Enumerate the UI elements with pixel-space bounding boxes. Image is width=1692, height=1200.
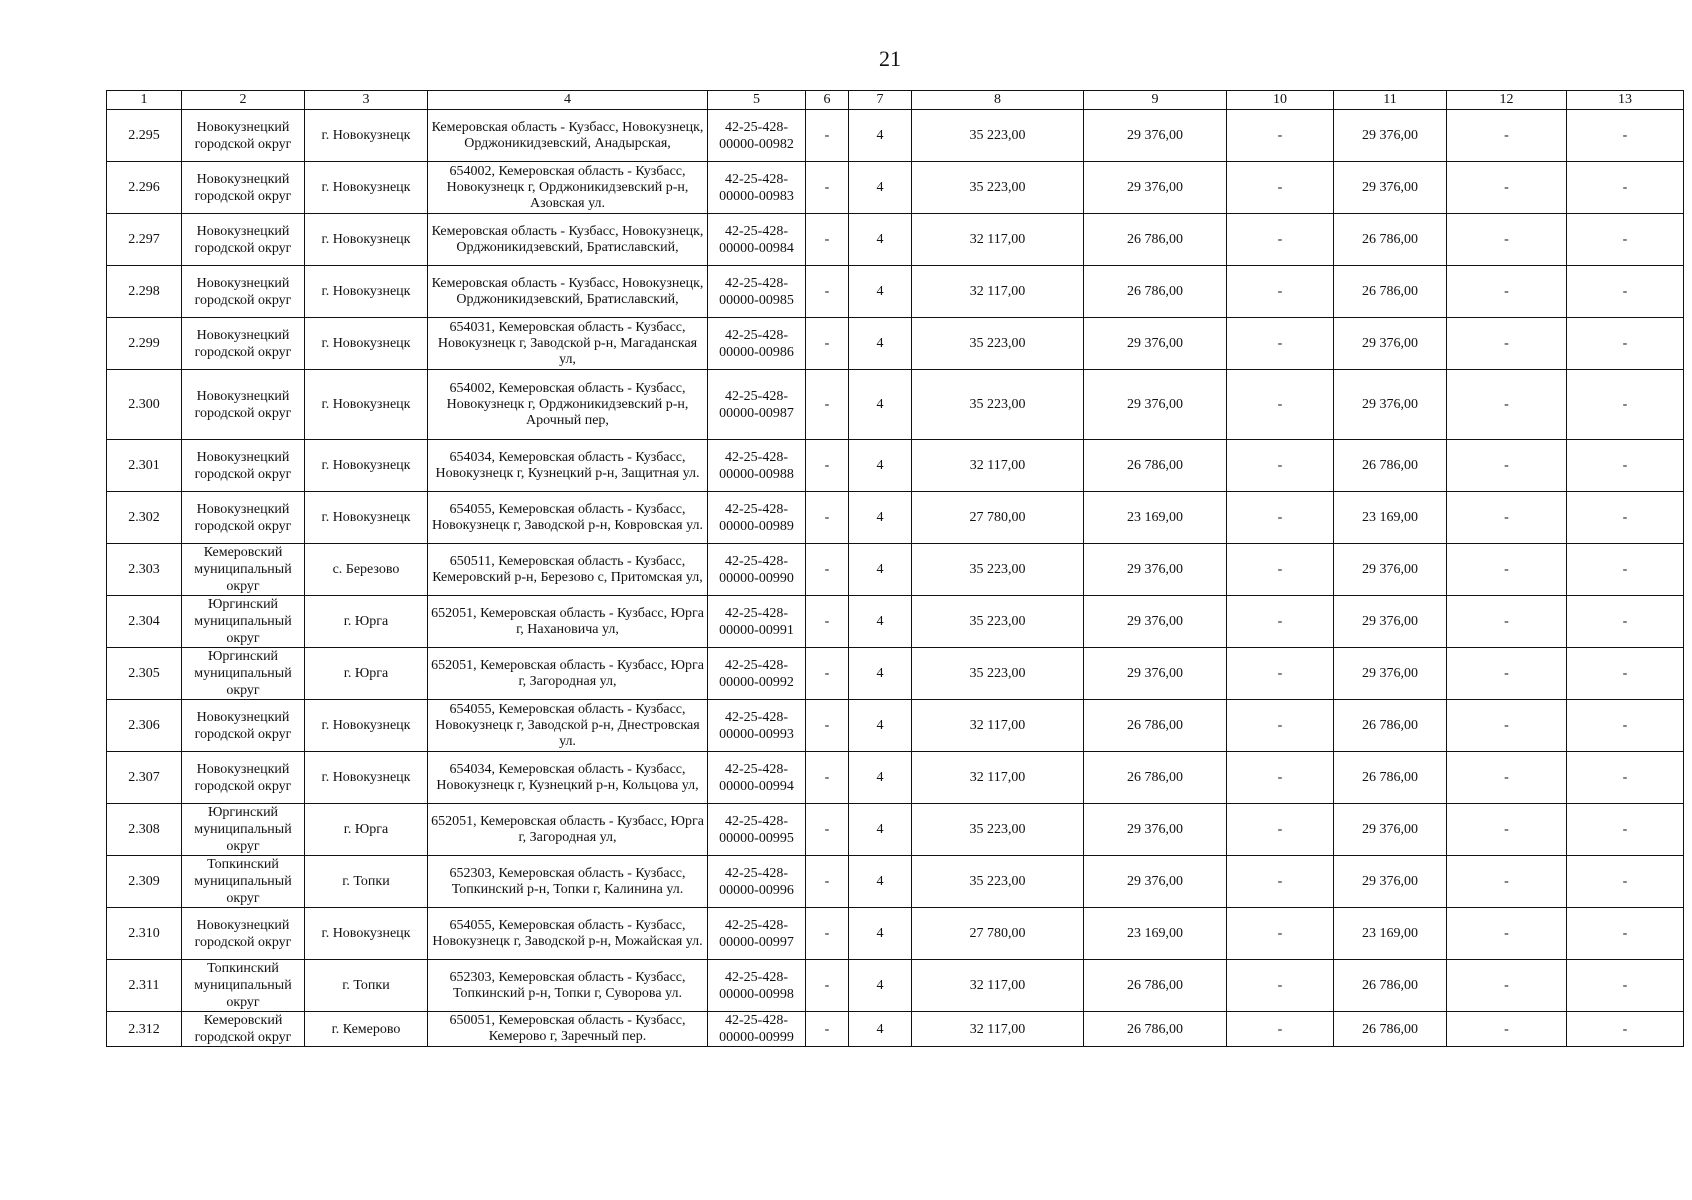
column-header-9: 9 [1084, 91, 1227, 110]
registry-code-cell: 42-25-428-00000-00992 [708, 648, 806, 700]
row-number: 2.308 [107, 804, 182, 856]
column-header-6: 6 [806, 91, 849, 110]
table-row [107, 266, 1684, 318]
col12-cell: - [1447, 960, 1567, 1012]
col10-cell: - [1227, 440, 1334, 492]
table-row [107, 804, 1684, 856]
col10-cell: - [1227, 110, 1334, 162]
district-cell: Юргинский муниципальный округ [182, 648, 305, 700]
col13-cell: - [1567, 544, 1684, 596]
col9-cell: 29 376,00 [1084, 544, 1227, 596]
locality-cell: г. Юрга [305, 648, 428, 700]
address-cell: 652051, Кемеровская область - Кузбасс, Юрга г, Загородная ул, [428, 804, 708, 856]
col12-cell: - [1447, 440, 1567, 492]
col11-cell: 29 376,00 [1334, 370, 1447, 440]
locality-cell: г. Юрга [305, 596, 428, 648]
col9-cell: 29 376,00 [1084, 648, 1227, 700]
district-cell: Новокузнецкий городской округ [182, 752, 305, 804]
col6-cell: - [806, 492, 849, 544]
address-cell: 654031, Кемеровская область - Кузбасс, Новокузнецк г, Заводской р-н, Магаданская ул, [428, 318, 708, 370]
row-number: 2.309 [107, 856, 182, 908]
table-row [107, 492, 1684, 544]
col13-cell: - [1567, 960, 1684, 1012]
column-header-8: 8 [912, 91, 1084, 110]
col13-cell: - [1567, 804, 1684, 856]
col11-cell: 29 376,00 [1334, 856, 1447, 908]
col6-cell: - [806, 648, 849, 700]
col10-cell: - [1227, 214, 1334, 266]
address-cell: Кемеровская область - Кузбасс, Новокузнецк, Орджоникидзевский, Братиславский, [428, 214, 708, 266]
district-cell: Юргинский муниципальный округ [182, 804, 305, 856]
col13-cell: - [1567, 440, 1684, 492]
registry-code-cell: 42-25-428-00000-00996 [708, 856, 806, 908]
address-cell: 650511, Кемеровская область - Кузбасс, Кемеровский р-н, Березово с, Притомская ул, [428, 544, 708, 596]
registry-code-cell: 42-25-428-00000-00990 [708, 544, 806, 596]
locality-cell: г. Новокузнецк [305, 318, 428, 370]
address-cell: 654055, Кемеровская область - Кузбасс, Новокузнецк г, Заводской р-н, Днестровская ул. [428, 700, 708, 752]
col8-cell: 35 223,00 [912, 544, 1084, 596]
col6-cell: - [806, 544, 849, 596]
address-cell: Кемеровская область - Кузбасс, Новокузнецк, Орджоникидзевский, Братиславский, [428, 266, 708, 318]
col12-cell: - [1447, 214, 1567, 266]
col12-cell: - [1447, 700, 1567, 752]
address-cell: 654055, Кемеровская область - Кузбасс, Новокузнецк г, Заводской р-н, Ковровская ул. [428, 492, 708, 544]
district-cell: Новокузнецкий городской округ [182, 318, 305, 370]
col7-cell: 4 [849, 318, 912, 370]
col8-cell: 32 117,00 [912, 700, 1084, 752]
col8-cell: 35 223,00 [912, 648, 1084, 700]
row-number: 2.299 [107, 318, 182, 370]
row-number: 2.310 [107, 908, 182, 960]
col9-cell: 23 169,00 [1084, 908, 1227, 960]
registry-code-cell: 42-25-428-00000-00985 [708, 266, 806, 318]
col9-cell: 29 376,00 [1084, 804, 1227, 856]
col13-cell: - [1567, 162, 1684, 214]
registry-code-cell: 42-25-428-00000-00983 [708, 162, 806, 214]
locality-cell: г. Новокузнецк [305, 370, 428, 440]
col7-cell: 4 [849, 648, 912, 700]
row-number: 2.305 [107, 648, 182, 700]
col10-cell: - [1227, 370, 1334, 440]
col6-cell: - [806, 804, 849, 856]
row-number: 2.301 [107, 440, 182, 492]
row-number: 2.311 [107, 960, 182, 1012]
col7-cell: 4 [849, 492, 912, 544]
table-row [107, 596, 1684, 648]
col8-cell: 27 780,00 [912, 492, 1084, 544]
col13-cell: - [1567, 856, 1684, 908]
col13-cell: - [1567, 1012, 1684, 1047]
col6-cell: - [806, 440, 849, 492]
col7-cell: 4 [849, 700, 912, 752]
col9-cell: 26 786,00 [1084, 960, 1227, 1012]
registry-code-cell: 42-25-428-00000-00993 [708, 700, 806, 752]
address-cell: 652303, Кемеровская область - Кузбасс, Топкинский р-н, Топки г, Суворова ул. [428, 960, 708, 1012]
data-table [106, 90, 1684, 1047]
col7-cell: 4 [849, 110, 912, 162]
col12-cell: - [1447, 856, 1567, 908]
table-row [107, 752, 1684, 804]
column-header-4: 4 [428, 91, 708, 110]
col11-cell: 29 376,00 [1334, 110, 1447, 162]
column-header-2: 2 [182, 91, 305, 110]
col11-cell: 26 786,00 [1334, 214, 1447, 266]
col9-cell: 29 376,00 [1084, 318, 1227, 370]
row-number: 2.306 [107, 700, 182, 752]
column-header-11: 11 [1334, 91, 1447, 110]
row-number: 2.307 [107, 752, 182, 804]
col8-cell: 35 223,00 [912, 110, 1084, 162]
district-cell: Новокузнецкий городской округ [182, 700, 305, 752]
col11-cell: 29 376,00 [1334, 804, 1447, 856]
col8-cell: 32 117,00 [912, 214, 1084, 266]
locality-cell: г. Новокузнецк [305, 700, 428, 752]
col7-cell: 4 [849, 370, 912, 440]
district-cell: Новокузнецкий городской округ [182, 908, 305, 960]
district-cell: Топкинский муниципальный округ [182, 856, 305, 908]
address-cell: 654034, Кемеровская область - Кузбасс, Новокузнецк г, Кузнецкий р-н, Кольцова ул, [428, 752, 708, 804]
col9-cell: 26 786,00 [1084, 266, 1227, 318]
col10-cell: - [1227, 804, 1334, 856]
col12-cell: - [1447, 908, 1567, 960]
col11-cell: 26 786,00 [1334, 960, 1447, 1012]
address-cell: 654034, Кемеровская область - Кузбасс, Новокузнецк г, Кузнецкий р-н, Защитная ул. [428, 440, 708, 492]
col11-cell: 26 786,00 [1334, 700, 1447, 752]
table-body [107, 110, 1684, 1047]
table-row [107, 856, 1684, 908]
col10-cell: - [1227, 960, 1334, 1012]
registry-code-cell: 42-25-428-00000-00995 [708, 804, 806, 856]
column-header-1: 1 [107, 91, 182, 110]
registry-code-cell: 42-25-428-00000-00994 [708, 752, 806, 804]
col9-cell: 26 786,00 [1084, 440, 1227, 492]
row-number: 2.296 [107, 162, 182, 214]
col7-cell: 4 [849, 214, 912, 266]
locality-cell: г. Новокузнецк [305, 162, 428, 214]
column-header-13: 13 [1567, 91, 1684, 110]
locality-cell: г. Новокузнецк [305, 908, 428, 960]
registry-code-cell: 42-25-428-00000-00989 [708, 492, 806, 544]
col12-cell: - [1447, 266, 1567, 318]
district-cell: Кемеровский муниципальный округ [182, 544, 305, 596]
col7-cell: 4 [849, 596, 912, 648]
col13-cell: - [1567, 110, 1684, 162]
row-number: 2.312 [107, 1012, 182, 1047]
col8-cell: 27 780,00 [912, 908, 1084, 960]
table-row [107, 110, 1684, 162]
col6-cell: - [806, 596, 849, 648]
col8-cell: 35 223,00 [912, 804, 1084, 856]
locality-cell: г. Новокузнецк [305, 266, 428, 318]
col9-cell: 26 786,00 [1084, 752, 1227, 804]
col12-cell: - [1447, 804, 1567, 856]
col8-cell: 35 223,00 [912, 856, 1084, 908]
district-cell: Кемеровский городской округ [182, 1012, 305, 1047]
col10-cell: - [1227, 492, 1334, 544]
col12-cell: - [1447, 162, 1567, 214]
page-number: 21 [879, 46, 901, 71]
col9-cell: 26 786,00 [1084, 700, 1227, 752]
col7-cell: 4 [849, 440, 912, 492]
row-number: 2.297 [107, 214, 182, 266]
district-cell: Новокузнецкий городской округ [182, 110, 305, 162]
col9-cell: 29 376,00 [1084, 162, 1227, 214]
col12-cell: - [1447, 648, 1567, 700]
col7-cell: 4 [849, 162, 912, 214]
col6-cell: - [806, 856, 849, 908]
district-cell: Новокузнецкий городской округ [182, 492, 305, 544]
registry-code-cell: 42-25-428-00000-00991 [708, 596, 806, 648]
locality-cell: г. Новокузнецк [305, 214, 428, 266]
locality-cell: г. Новокузнецк [305, 110, 428, 162]
col13-cell: - [1567, 492, 1684, 544]
row-number: 2.300 [107, 370, 182, 440]
col10-cell: - [1227, 752, 1334, 804]
district-cell: Новокузнецкий городской округ [182, 440, 305, 492]
col6-cell: - [806, 266, 849, 318]
col12-cell: - [1447, 1012, 1567, 1047]
col11-cell: 29 376,00 [1334, 648, 1447, 700]
table-row [107, 908, 1684, 960]
table-row [107, 700, 1684, 752]
table-row [107, 960, 1684, 1012]
col6-cell: - [806, 370, 849, 440]
col13-cell: - [1567, 318, 1684, 370]
col10-cell: - [1227, 1012, 1334, 1047]
district-cell: Новокузнецкий городской округ [182, 266, 305, 318]
col11-cell: 29 376,00 [1334, 596, 1447, 648]
col9-cell: 29 376,00 [1084, 856, 1227, 908]
district-cell: Топкинский муниципальный округ [182, 960, 305, 1012]
col9-cell: 26 786,00 [1084, 1012, 1227, 1047]
registry-code-cell: 42-25-428-00000-00986 [708, 318, 806, 370]
col8-cell: 32 117,00 [912, 752, 1084, 804]
col10-cell: - [1227, 266, 1334, 318]
column-header-3: 3 [305, 91, 428, 110]
row-number: 2.295 [107, 110, 182, 162]
table-row [107, 648, 1684, 700]
col8-cell: 35 223,00 [912, 370, 1084, 440]
locality-cell: г. Топки [305, 960, 428, 1012]
col8-cell: 35 223,00 [912, 162, 1084, 214]
col9-cell: 29 376,00 [1084, 370, 1227, 440]
col12-cell: - [1447, 318, 1567, 370]
registry-code-cell: 42-25-428-00000-00997 [708, 908, 806, 960]
col13-cell: - [1567, 700, 1684, 752]
district-cell: Новокузнецкий городской округ [182, 162, 305, 214]
column-header-12: 12 [1447, 91, 1567, 110]
col6-cell: - [806, 214, 849, 266]
col11-cell: 23 169,00 [1334, 908, 1447, 960]
registry-code-cell: 42-25-428-00000-00988 [708, 440, 806, 492]
row-number: 2.298 [107, 266, 182, 318]
address-cell: 654002, Кемеровская область - Кузбасс, Новокузнецк г, Орджоникидзевский р-н, Азовская ул. [428, 162, 708, 214]
column-header-7: 7 [849, 91, 912, 110]
registry-code-cell: 42-25-428-00000-00999 [708, 1012, 806, 1047]
table-row [107, 440, 1684, 492]
col9-cell: 26 786,00 [1084, 214, 1227, 266]
col6-cell: - [806, 110, 849, 162]
col11-cell: 29 376,00 [1334, 162, 1447, 214]
col8-cell: 35 223,00 [912, 318, 1084, 370]
row-number: 2.302 [107, 492, 182, 544]
table-row [107, 370, 1684, 440]
col13-cell: - [1567, 752, 1684, 804]
address-cell: 650051, Кемеровская область - Кузбасс, Кемерово г, Заречный пер. [428, 1012, 708, 1047]
col6-cell: - [806, 960, 849, 1012]
col11-cell: 29 376,00 [1334, 544, 1447, 596]
col6-cell: - [806, 752, 849, 804]
col10-cell: - [1227, 596, 1334, 648]
col11-cell: 26 786,00 [1334, 440, 1447, 492]
row-number: 2.304 [107, 596, 182, 648]
col12-cell: - [1447, 544, 1567, 596]
header-row [107, 91, 1684, 110]
address-cell: 654055, Кемеровская область - Кузбасс, Новокузнецк г, Заводской р-н, Можайская ул. [428, 908, 708, 960]
col6-cell: - [806, 700, 849, 752]
registry-code-cell: 42-25-428-00000-00987 [708, 370, 806, 440]
locality-cell: г. Юрга [305, 804, 428, 856]
col13-cell: - [1567, 648, 1684, 700]
col12-cell: - [1447, 596, 1567, 648]
col11-cell: 26 786,00 [1334, 1012, 1447, 1047]
col7-cell: 4 [849, 804, 912, 856]
col13-cell: - [1567, 908, 1684, 960]
table-row [107, 214, 1684, 266]
col10-cell: - [1227, 318, 1334, 370]
district-cell: Юргинский муниципальный округ [182, 596, 305, 648]
col7-cell: 4 [849, 960, 912, 1012]
col7-cell: 4 [849, 544, 912, 596]
locality-cell: г. Новокузнецк [305, 492, 428, 544]
col8-cell: 32 117,00 [912, 440, 1084, 492]
col6-cell: - [806, 1012, 849, 1047]
col9-cell: 23 169,00 [1084, 492, 1227, 544]
col12-cell: - [1447, 752, 1567, 804]
col12-cell: - [1447, 370, 1567, 440]
locality-cell: г. Кемерово [305, 1012, 428, 1047]
locality-cell: г. Топки [305, 856, 428, 908]
col6-cell: - [806, 318, 849, 370]
col10-cell: - [1227, 856, 1334, 908]
col10-cell: - [1227, 544, 1334, 596]
district-cell: Новокузнецкий городской округ [182, 214, 305, 266]
col7-cell: 4 [849, 752, 912, 804]
table-row [107, 544, 1684, 596]
district-cell: Новокузнецкий городской округ [182, 370, 305, 440]
col6-cell: - [806, 162, 849, 214]
locality-cell: г. Новокузнецк [305, 752, 428, 804]
col7-cell: 4 [849, 266, 912, 318]
row-number: 2.303 [107, 544, 182, 596]
col8-cell: 32 117,00 [912, 266, 1084, 318]
registry-code-cell: 42-25-428-00000-00998 [708, 960, 806, 1012]
col9-cell: 29 376,00 [1084, 110, 1227, 162]
registry-code-cell: 42-25-428-00000-00982 [708, 110, 806, 162]
locality-cell: с. Березово [305, 544, 428, 596]
col10-cell: - [1227, 700, 1334, 752]
col13-cell: - [1567, 370, 1684, 440]
col9-cell: 29 376,00 [1084, 596, 1227, 648]
col7-cell: 4 [849, 856, 912, 908]
locality-cell: г. Новокузнецк [305, 440, 428, 492]
address-cell: 652303, Кемеровская область - Кузбасс, Топкинский р-н, Топки г, Калинина ул. [428, 856, 708, 908]
address-cell: Кемеровская область - Кузбасс, Новокузнецк, Орджоникидзевский, Анадырская, [428, 110, 708, 162]
address-cell: 652051, Кемеровская область - Кузбасс, Юрга г, Загородная ул, [428, 648, 708, 700]
address-cell: 652051, Кемеровская область - Кузбасс, Юрга г, Нахановича ул, [428, 596, 708, 648]
col10-cell: - [1227, 648, 1334, 700]
column-header-10: 10 [1227, 91, 1334, 110]
col10-cell: - [1227, 162, 1334, 214]
col8-cell: 35 223,00 [912, 596, 1084, 648]
col13-cell: - [1567, 596, 1684, 648]
table-row [107, 1012, 1684, 1047]
col7-cell: 4 [849, 908, 912, 960]
col12-cell: - [1447, 110, 1567, 162]
col8-cell: 32 117,00 [912, 1012, 1084, 1047]
col11-cell: 29 376,00 [1334, 318, 1447, 370]
col8-cell: 32 117,00 [912, 960, 1084, 1012]
table-row [107, 318, 1684, 370]
column-header-5: 5 [708, 91, 806, 110]
col11-cell: 23 169,00 [1334, 492, 1447, 544]
address-cell: 654002, Кемеровская область - Кузбасс, Новокузнецк г, Орджоникидзевский р-н, Арочный пер, [428, 370, 708, 440]
table-row [107, 162, 1684, 214]
col13-cell: - [1567, 214, 1684, 266]
col11-cell: 26 786,00 [1334, 752, 1447, 804]
col7-cell: 4 [849, 1012, 912, 1047]
col6-cell: - [806, 908, 849, 960]
col11-cell: 26 786,00 [1334, 266, 1447, 318]
col12-cell: - [1447, 492, 1567, 544]
col13-cell: - [1567, 266, 1684, 318]
registry-code-cell: 42-25-428-00000-00984 [708, 214, 806, 266]
col10-cell: - [1227, 908, 1334, 960]
